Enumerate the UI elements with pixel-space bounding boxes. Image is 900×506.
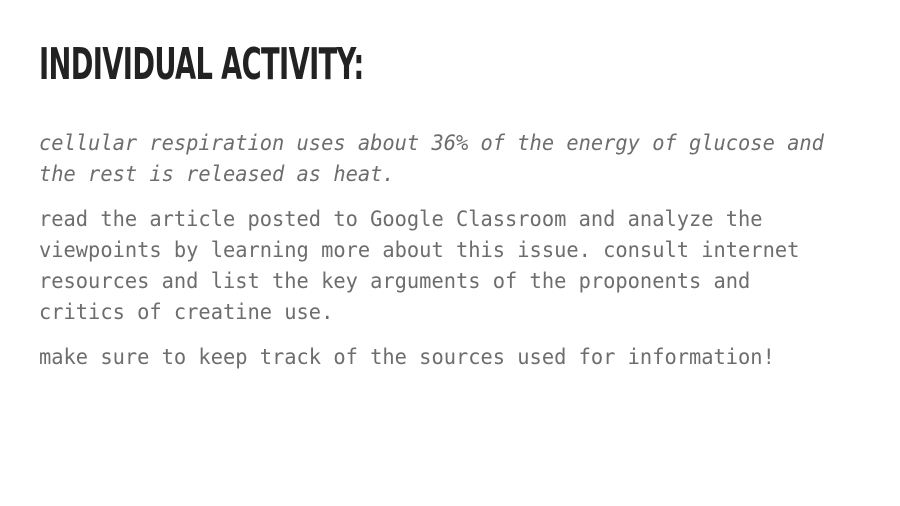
instructions-paragraph: read the article posted to Google Classroom and analyze the viewpoints by learning more about this issue. consult internet resources and list the key arguments of the proponents and critics of creatine use. xyxy=(39,207,800,324)
slide-body xyxy=(39,128,869,387)
fact-paragraph: cellular respiration uses about 36% of the energy of glucose and the rest is released as heat. xyxy=(39,131,824,186)
reminder-paragraph: make sure to keep track of the sources used for information! xyxy=(39,345,775,369)
slide-title: INDIVIDUAL ACTIVITY: xyxy=(39,39,364,90)
